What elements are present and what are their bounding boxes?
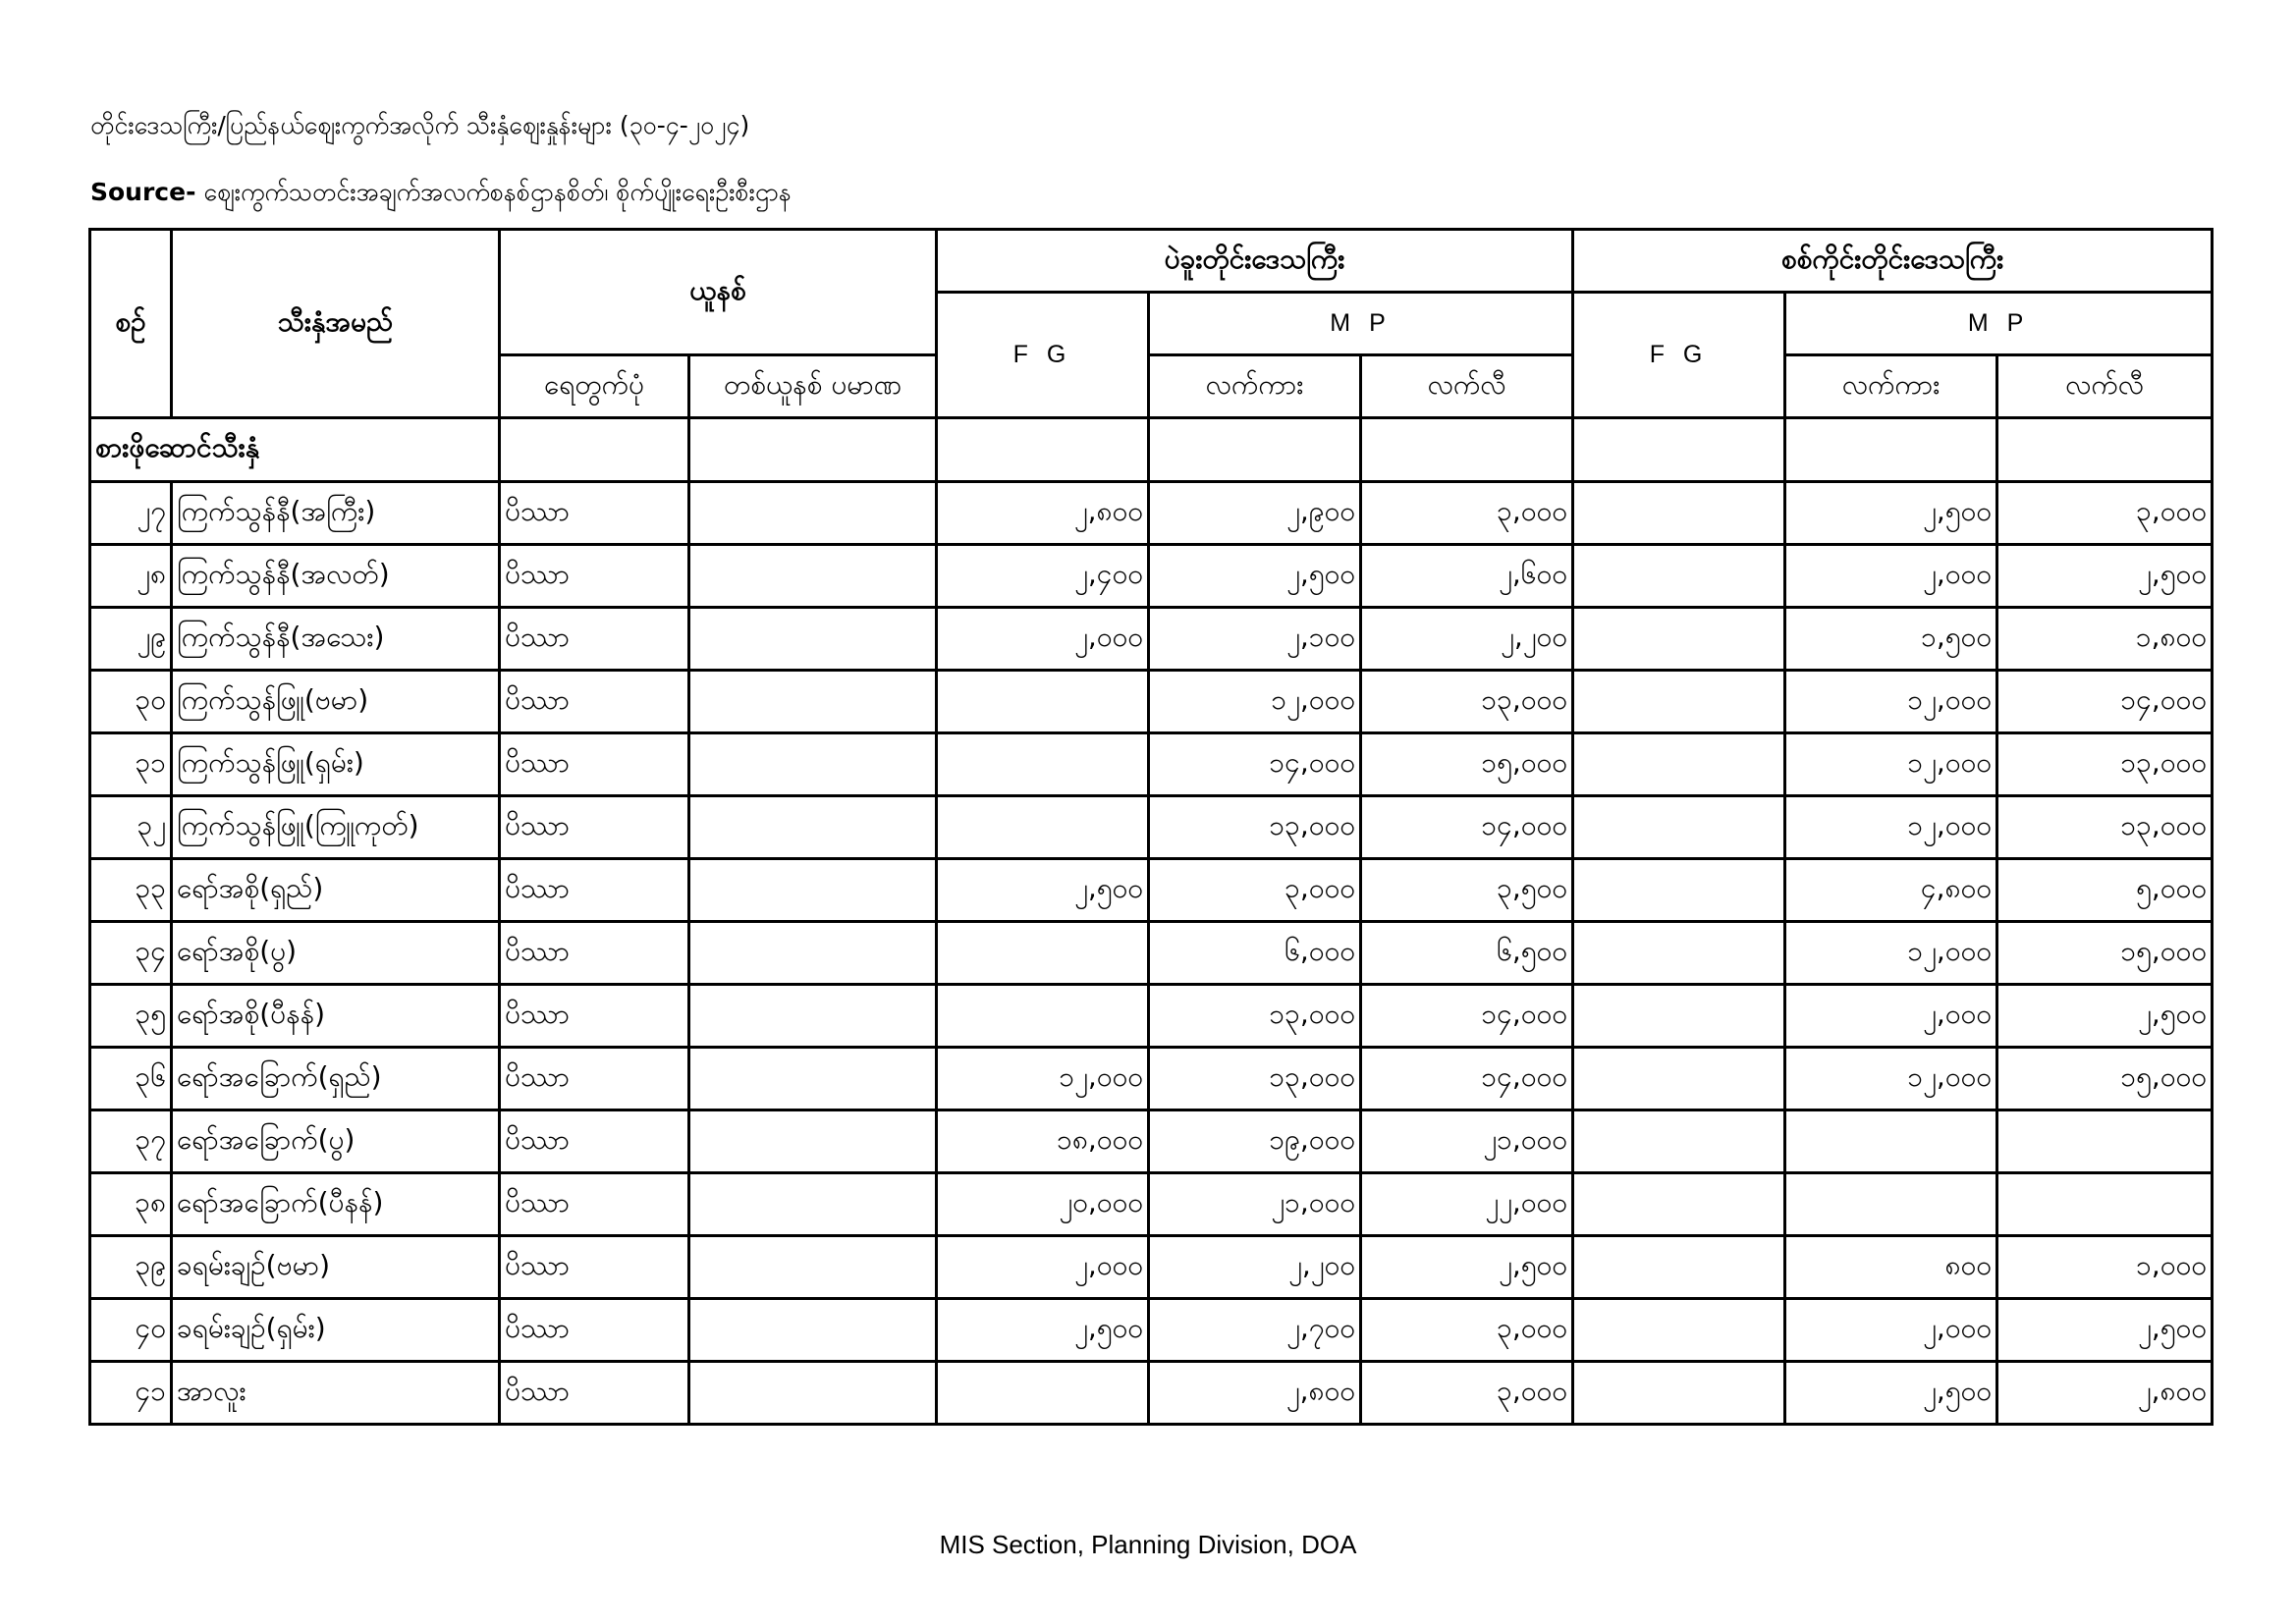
region1-fg-price — [937, 671, 1149, 733]
region2-wholesale-price — [1785, 1110, 1997, 1173]
section-label: စားဖိုဆောင်သီးနှံ — [90, 418, 500, 482]
crop-name: ရော်အခြောက်(ပွ) — [172, 1110, 500, 1173]
region2-wholesale-price: ၄,၈၀၀ — [1785, 859, 1997, 922]
region1-retail-price: ၆,၅၀၀ — [1361, 922, 1573, 985]
header-r2-mp: M P — [1785, 293, 2213, 355]
table-row — [90, 985, 2213, 1048]
unit-count: ပိဿာ — [500, 796, 689, 859]
table-row — [90, 608, 2213, 671]
empty-cell — [1997, 418, 2213, 482]
crop-name: ရော်အစို(ပွ) — [172, 922, 500, 985]
region1-retail-price: ၁၅,၀၀၀ — [1361, 733, 1573, 796]
region2-fg-price — [1573, 859, 1785, 922]
table-row — [90, 733, 2213, 796]
region2-fg-price — [1573, 608, 1785, 671]
crop-name: ရော်အစို(ပီနန်) — [172, 985, 500, 1048]
row-number: ၃၅ — [90, 985, 172, 1048]
unit-count: ပိဿာ — [500, 671, 689, 733]
region2-fg-price — [1573, 1173, 1785, 1236]
empty-cell — [937, 418, 1149, 482]
region2-retail-price: ၁၅,၀၀၀ — [1997, 1048, 2213, 1110]
header-r1-retail: လက်လီ — [1361, 355, 1573, 418]
row-number: ၄၁ — [90, 1362, 172, 1425]
row-number: ၃၆ — [90, 1048, 172, 1110]
empty-cell — [500, 418, 689, 482]
row-number: ၃၀ — [90, 671, 172, 733]
region2-wholesale-price: ၁၂,၀၀၀ — [1785, 796, 1997, 859]
table-row — [90, 1048, 2213, 1110]
row-number: ၂၈ — [90, 545, 172, 608]
table-row — [90, 1299, 2213, 1362]
unit-count: ပိဿာ — [500, 482, 689, 545]
table-row — [90, 671, 2213, 733]
table-row — [90, 922, 2213, 985]
header-unit-group: ယူနစ် — [500, 230, 937, 355]
region1-fg-price — [937, 985, 1149, 1048]
region1-fg-price: ၂,၅၀၀ — [937, 1299, 1149, 1362]
region1-retail-price: ၁၄,၀၀၀ — [1361, 796, 1573, 859]
table-row — [90, 1236, 2213, 1299]
region1-retail-price: ၁၄,၀၀၀ — [1361, 985, 1573, 1048]
region1-fg-price: ၂၀,၀၀၀ — [937, 1173, 1149, 1236]
region2-retail-price: ၁၄,၀၀၀ — [1997, 671, 2213, 733]
region2-fg-price — [1573, 1236, 1785, 1299]
region2-wholesale-price: ၂,၀၀၀ — [1785, 545, 1997, 608]
crop-name: ကြက်သွန်ဖြူ(ဗမာ) — [172, 671, 500, 733]
header-r1-wholesale: လက်ကား — [1149, 355, 1361, 418]
unit-count: ပိဿာ — [500, 733, 689, 796]
unit-quantity — [689, 482, 937, 545]
row-number: ၂၉ — [90, 608, 172, 671]
region1-wholesale-price: ၆,၀၀၀ — [1149, 922, 1361, 985]
header-r2-retail: လက်လီ — [1997, 355, 2213, 418]
crop-name: ခရမ်းချဉ်(ဗမာ) — [172, 1236, 500, 1299]
unit-count: ပိဿာ — [500, 1299, 689, 1362]
source-text: ဈေးကွက်သတင်းအချက်အလက်စနစ်ဌာနစိတ်၊ စိုက်ပျိုးရေးဦးစီးဌာန — [203, 178, 792, 206]
document-source — [90, 177, 792, 213]
region1-fg-price: ၂,၀၀၀ — [937, 1236, 1149, 1299]
row-number: ၃၈ — [90, 1173, 172, 1236]
region1-wholesale-price: ၁၃,၀၀၀ — [1149, 985, 1361, 1048]
region2-retail-price: ၁၅,၀၀၀ — [1997, 922, 2213, 985]
region2-wholesale-price: ၁,၅၀၀ — [1785, 608, 1997, 671]
region1-wholesale-price: ၁၃,၀၀၀ — [1149, 796, 1361, 859]
unit-count: ပိဿာ — [500, 1236, 689, 1299]
region2-retail-price: ၂,၅၀၀ — [1997, 545, 2213, 608]
region2-retail-price: ၁,၈၀၀ — [1997, 608, 2213, 671]
region1-retail-price: ၃,၀၀၀ — [1361, 482, 1573, 545]
unit-count: ပိဿာ — [500, 545, 689, 608]
region2-retail-price: ၂,၈၀၀ — [1997, 1362, 2213, 1425]
unit-count: ပိဿာ — [500, 1048, 689, 1110]
region1-wholesale-price: ၃,၀၀၀ — [1149, 859, 1361, 922]
region1-retail-price: ၃,၀၀၀ — [1361, 1362, 1573, 1425]
region2-retail-price: ၁,၀၀၀ — [1997, 1236, 2213, 1299]
header-unit-eq: တစ်ယူနစ် ပမာဏ — [689, 355, 937, 418]
region1-wholesale-price: ၁၄,၀၀၀ — [1149, 733, 1361, 796]
empty-cell — [1785, 418, 1997, 482]
region1-fg-price — [937, 922, 1149, 985]
header-region-2: စစ်ကိုင်းတိုင်းဒေသကြီး — [1573, 230, 2213, 293]
region2-fg-price — [1573, 482, 1785, 545]
source-label: Source- — [90, 178, 196, 206]
unit-count: ပိဿာ — [500, 1110, 689, 1173]
row-number: ၃၃ — [90, 859, 172, 922]
region1-fg-price: ၂,၅၀၀ — [937, 859, 1149, 922]
region2-retail-price: ၁၃,၀၀၀ — [1997, 796, 2213, 859]
region1-wholesale-price: ၁၉,၀၀၀ — [1149, 1110, 1361, 1173]
header-unit-count: ရေတွက်ပုံ — [500, 355, 689, 418]
region2-retail-price: ၅,၀၀၀ — [1997, 859, 2213, 922]
region1-wholesale-price: ၂,၁၀၀ — [1149, 608, 1361, 671]
row-number: ၃၁ — [90, 733, 172, 796]
region2-wholesale-price: ၂,၅၀၀ — [1785, 482, 1997, 545]
table-row — [90, 1110, 2213, 1173]
region2-fg-price — [1573, 1299, 1785, 1362]
row-number: ၃၉ — [90, 1236, 172, 1299]
crop-name: ခရမ်းချဉ်(ရှမ်း) — [172, 1299, 500, 1362]
crop-name: ကြက်သွန်ဖြူ(ကြူကုတ်) — [172, 796, 500, 859]
crop-name: ကြက်သွန်နီ(အသေး) — [172, 608, 500, 671]
unit-quantity — [689, 796, 937, 859]
region2-wholesale-price — [1785, 1173, 1997, 1236]
header-r1-mp: M P — [1149, 293, 1573, 355]
region2-fg-price — [1573, 545, 1785, 608]
region1-fg-price: ၂,၈၀၀ — [937, 482, 1149, 545]
region1-wholesale-price: ၂၁,၀၀၀ — [1149, 1173, 1361, 1236]
region2-retail-price: ၂,၅၀၀ — [1997, 1299, 2213, 1362]
region1-retail-price: ၂,၅၀၀ — [1361, 1236, 1573, 1299]
region2-fg-price — [1573, 985, 1785, 1048]
region1-retail-price: ၃,၅၀၀ — [1361, 859, 1573, 922]
row-number: ၄၀ — [90, 1299, 172, 1362]
unit-count: ပိဿာ — [500, 608, 689, 671]
unit-quantity — [689, 733, 937, 796]
crop-name: ကြက်သွန်နီ(အလတ်) — [172, 545, 500, 608]
table-row — [90, 482, 2213, 545]
header-r2-wholesale: လက်ကား — [1785, 355, 1997, 418]
region1-wholesale-price: ၂,၅၀၀ — [1149, 545, 1361, 608]
header-name: သီးနှံအမည် — [172, 230, 500, 418]
region2-fg-price — [1573, 671, 1785, 733]
region1-fg-price: ၁၂,၀၀၀ — [937, 1048, 1149, 1110]
empty-cell — [1573, 418, 1785, 482]
unit-quantity — [689, 922, 937, 985]
table-row — [90, 859, 2213, 922]
region1-retail-price: ၂၁,၀၀၀ — [1361, 1110, 1573, 1173]
unit-quantity — [689, 1110, 937, 1173]
region2-wholesale-price: ၈၀၀ — [1785, 1236, 1997, 1299]
row-number: ၃၄ — [90, 922, 172, 985]
table-row — [90, 545, 2213, 608]
document-title: တိုင်းဒေသကြီး/ပြည်နယ်ဈေးကွက်အလိုက် သီးနှံဈေးနှုန်းများ (၃၀-၄-၂၀၂၄) — [90, 111, 750, 139]
unit-count: ပိဿာ — [500, 1362, 689, 1425]
unit-quantity — [689, 859, 937, 922]
header-region-1: ပဲခူးတိုင်းဒေသကြီး — [937, 230, 1573, 293]
crop-name: ရော်အခြောက်(ပီနန်) — [172, 1173, 500, 1236]
unit-quantity — [689, 671, 937, 733]
crop-name: ရော်အခြောက်(ရှည်) — [172, 1048, 500, 1110]
region1-wholesale-price: ၁၂,၀၀၀ — [1149, 671, 1361, 733]
region1-fg-price — [937, 1362, 1149, 1425]
region1-retail-price: ၂,၆၀၀ — [1361, 545, 1573, 608]
region1-fg-price — [937, 733, 1149, 796]
region2-wholesale-price: ၂,၀၀၀ — [1785, 1299, 1997, 1362]
region1-retail-price: ၃,၀၀၀ — [1361, 1299, 1573, 1362]
region1-wholesale-price: ၂,၉၀၀ — [1149, 482, 1361, 545]
page-footer: MIS Section, Planning Division, DOA — [939, 1530, 1357, 1559]
region1-wholesale-price: ၁၃,၀၀၀ — [1149, 1048, 1361, 1110]
region2-wholesale-price: ၁၂,၀၀၀ — [1785, 671, 1997, 733]
unit-count: ပိဿာ — [500, 859, 689, 922]
region2-wholesale-price: ၁၂,၀၀၀ — [1785, 733, 1997, 796]
region2-fg-price — [1573, 922, 1785, 985]
crop-name: အာလူး — [172, 1362, 500, 1425]
unit-quantity — [689, 1173, 937, 1236]
region1-fg-price — [937, 796, 1149, 859]
region1-retail-price: ၂,၂၀၀ — [1361, 608, 1573, 671]
table-row — [90, 796, 2213, 859]
table-row — [90, 1362, 2213, 1425]
section-row — [90, 418, 2213, 482]
region2-wholesale-price: ၁၂,၀၀၀ — [1785, 1048, 1997, 1110]
region2-retail-price — [1997, 1110, 2213, 1173]
empty-cell — [1149, 418, 1361, 482]
row-number: ၃၂ — [90, 796, 172, 859]
row-number: ၂၇ — [90, 482, 172, 545]
region1-retail-price: ၁၄,၀၀၀ — [1361, 1048, 1573, 1110]
region1-fg-price: ၂,၄၀၀ — [937, 545, 1149, 608]
region1-wholesale-price: ၂,၈၀၀ — [1149, 1362, 1361, 1425]
region1-fg-price: ၁၈,၀၀၀ — [937, 1110, 1149, 1173]
table-row — [90, 1173, 2213, 1236]
region1-fg-price: ၂,၀၀၀ — [937, 608, 1149, 671]
region2-retail-price: ၃,၀၀၀ — [1997, 482, 2213, 545]
crop-name: ရော်အစို(ရှည်) — [172, 859, 500, 922]
region2-fg-price — [1573, 1110, 1785, 1173]
header-r1-fg: F G — [937, 293, 1149, 418]
region2-fg-price — [1573, 796, 1785, 859]
empty-cell — [1361, 418, 1573, 482]
region2-fg-price — [1573, 1362, 1785, 1425]
region2-retail-price: ၂,၅၀၀ — [1997, 985, 2213, 1048]
unit-quantity — [689, 608, 937, 671]
unit-count: ပိဿာ — [500, 922, 689, 985]
region1-retail-price: ၁၃,၀၀၀ — [1361, 671, 1573, 733]
unit-quantity — [689, 1236, 937, 1299]
region2-fg-price — [1573, 733, 1785, 796]
region1-wholesale-price: ၂,၂၀၀ — [1149, 1236, 1361, 1299]
row-number: ၃၇ — [90, 1110, 172, 1173]
region2-wholesale-price: ၁၂,၀၀၀ — [1785, 922, 1997, 985]
unit-count: ပိဿာ — [500, 985, 689, 1048]
price-table — [88, 228, 2214, 1426]
region2-fg-price — [1573, 1048, 1785, 1110]
region2-wholesale-price: ၂,၅၀၀ — [1785, 1362, 1997, 1425]
region2-wholesale-price: ၂,၀၀၀ — [1785, 985, 1997, 1048]
unit-quantity — [689, 1048, 937, 1110]
region1-retail-price: ၂၂,၀၀၀ — [1361, 1173, 1573, 1236]
region2-retail-price — [1997, 1173, 2213, 1236]
unit-quantity — [689, 545, 937, 608]
crop-name: ကြက်သွန်ဖြူ(ရှမ်း) — [172, 733, 500, 796]
crop-name: ကြက်သွန်နီ(အကြီး) — [172, 482, 500, 545]
empty-cell — [689, 418, 937, 482]
unit-count: ပိဿာ — [500, 1173, 689, 1236]
region1-wholesale-price: ၂,၇၀၀ — [1149, 1299, 1361, 1362]
unit-quantity — [689, 1362, 937, 1425]
header-r2-fg: F G — [1573, 293, 1785, 418]
unit-quantity — [689, 1299, 937, 1362]
header-no: စဉ် — [90, 230, 172, 418]
unit-quantity — [689, 985, 937, 1048]
region2-retail-price: ၁၃,၀၀၀ — [1997, 733, 2213, 796]
